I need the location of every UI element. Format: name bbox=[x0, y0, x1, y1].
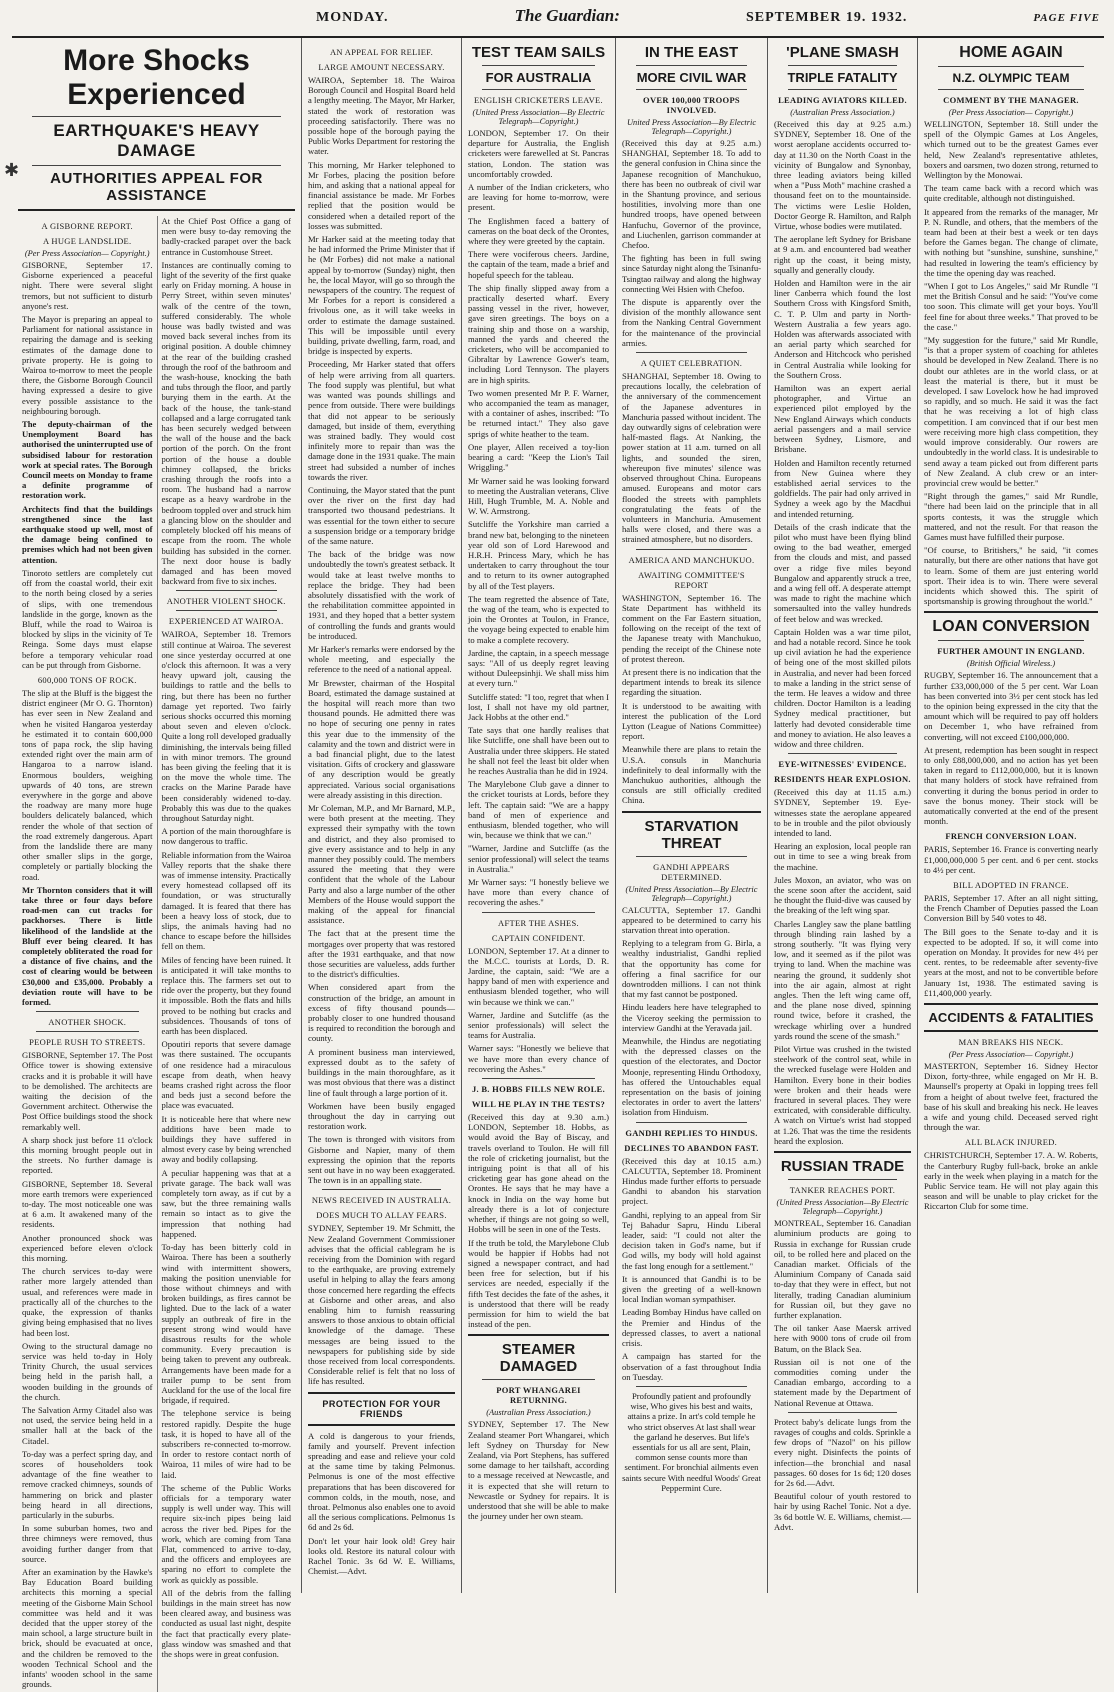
article-paragraph: Mr Coleman, M.P., and Mr Barnard, M.P., were both present at the meeting. They expressed their sympathy with the town and district, and they also promised to give every assistance and to help in any manner they possibly could. The members assured the meeting that they were confident that the whole of the Labour Party and also a large number of the other Members of the House would support the making of the appeal for financial assistance. bbox=[308, 803, 455, 926]
article-paragraph: The slip at the Bluff is the biggest the district engineer (Mr O. G. Thornton) has ever seen in New Zealand and when he visited Hangaroa yesterday he estimated it to contain 600,000 tons of papa rock, the slip having extended right over the main arm of Hangaroa to a narrow island. Enormous boulders, weighing upwards of 40 tons, are strewn everywhere in the gorge and above the roadway are many more huge boulders delicately balanced, which render the whole of that section of the road extremely dangerous. Apart from the landslide there are many other smaller slips in the gorge, completely or partially blocking the road. bbox=[22, 687, 153, 882]
section-heading: DOES MUCH TO ALLAY FEARS. bbox=[316, 1210, 447, 1221]
article-paragraph: A prominent business man interviewed, expressed doubt as to the safety of buildings in the main thoroughfare, as it was most obvious that there was a distinct line of fault through a large portion of it. bbox=[308, 1046, 455, 1098]
section-heading: FRENCH CONVERSION LOAN. bbox=[945, 831, 1077, 842]
article-paragraph: The scheme of the Public Works officials for a temporary water supply is well under way. This will require six-inch pipes being laid across the river bed. Pipes for the work, which are coming from Tana Flat, commenced to arrive to-day, and the officers and employees are sparing no effort to complete the work as quickly as possible. bbox=[161, 1482, 291, 1585]
article-paragraph: Russian oil is not one of the commodities coming under the Canadian embargo, according to a statement made by the Department of National Revenue at Ottawa. bbox=[774, 1356, 911, 1408]
article-paragraph: The ship finally slipped away from a practically deserted wharf. Every passing vessel in the river, however, gave siren greetings. The boys on a training ship and those on a warship, manned the yards and cheered the cricketers, who will be accompanied to Gibraltar by Lawrence Gower's team, including Lord Tennyson. The players are in high spirits. bbox=[468, 282, 609, 385]
section-heading: FURTHER AMOUNT IN ENGLAND. bbox=[937, 646, 1085, 657]
article-paragraph: The deputy-chairman of the Unemployment Board has authorised the uninterrupted use of subsidised labour for restoration work at special rates. The Borough Council meets on Monday to frame a definite programme of restoration work. bbox=[22, 419, 153, 501]
article-paragraph: Proceeding, Mr Harker stated that offers of help were arriving from all quarters. The food supply was plentiful, but what was wanted was pounds shillings and pence from outside. There were buildings that did not appear to be seriously damaged, but inside of them, everything was strained badly. They would cost infinitely more to repair than was the damage done in the 1931 quake. The main street had subsided a number of inches towards the river. bbox=[308, 359, 455, 482]
article-paragraph: Meanwhile there are plans to retain the U.S.A. consuls in Manchuria indefinitely to deal informally with the Manchukuo authorities, although the consuls are still officially credited China. bbox=[622, 744, 761, 806]
headline-earthquake: More Shocks Experienced bbox=[63, 44, 250, 111]
section-heading: EXPERIENCED AT WAIROA. bbox=[168, 616, 284, 627]
divider bbox=[636, 89, 747, 90]
article-paragraph: PARIS, September 16. France is converting nearly £1,000,000,000 5 per cent. and 6 per cent. stocks to 4½ per cent. bbox=[924, 844, 1098, 875]
article-paragraph: Mr Brewster, chairman of the Hospital Board, estimated the damage sustained at the hospital will reach more than two thousand pounds. He admitted there was no hope of securing one penny in rates this year due to the immensity of the calamity and the town and district were in a bad financial plight, due to the latest visitation. Gifts of crockery and glassware of any description would be greatly appreciated. Various social organisations were already assisting in this direction. bbox=[308, 677, 455, 800]
article-paragraph: At the Chief Post Office a gang of men were busy to-day removing the badly-cracked parapet over the back entrance in Customhouse Street. bbox=[161, 216, 291, 257]
article-paragraph: In some suburban homes, two and three chimneys were removed, thus avoiding further danger from that source. bbox=[22, 1523, 153, 1564]
wire-credit: (Per Press Association— Copyright.) bbox=[948, 1050, 1074, 1060]
article-paragraph: RUGBY, September 16. The announcement that a further £33,000,000 of the 5 per cent. War Loan has been converted into 3½ per cent stock has led to the opinion being expressed in the city that the amount which will be required to pay off holders on December 1, who have refrained from converting, will not exceed £100,000,000. bbox=[924, 670, 1098, 742]
divider bbox=[636, 1122, 747, 1123]
article-paragraph: Warner says: "Honestly we believe that we have more than every chance of recovering the Ashes." bbox=[468, 1043, 609, 1074]
article-paragraph: The team regretted the absence of Tate, the wag of the team, who is expected to join the Orontes at Toulon, in France, the voyage being expected to enable him to make a complete recovery. bbox=[468, 593, 609, 645]
section-heading: MAN BREAKS HIS NECK. bbox=[958, 1037, 1064, 1048]
section-heading: ANOTHER VIOLENT SHOCK. bbox=[166, 596, 286, 607]
headline-home-again: HOME AGAIN bbox=[959, 44, 1063, 61]
section-heading: A QUIET CELEBRATION. bbox=[640, 358, 743, 369]
masthead bbox=[12, 6, 1104, 38]
column-east bbox=[616, 38, 768, 1593]
article-paragraph: When considered apart from the construction of the bridge, an amount in excess of fifty thousand pounds—probably closer to one hundred thousand is required to recondition the borough and county. bbox=[308, 982, 455, 1044]
divider bbox=[924, 1003, 1098, 1005]
headline-plane-smash: 'PLANE SMASH bbox=[786, 44, 899, 61]
section-heading: TANKER REACHES PORT. bbox=[789, 1185, 896, 1196]
advert-text: A cold is dangerous to your friends, family and yourself. Prevent infection spreading and ease and relieve your cold at the same time by taking Pelmonus. Pelmonus is one of the most effective preparations that has been discovered for common colds, in the mouth, nose, and throat. Pelmonus also enables one to avoid all the serious complications. Pelmonus 1s 6d and 2s 6d. bbox=[308, 1430, 455, 1533]
article-paragraph: "Right through the games," said Mr Rundle, "there had been laid on the principle that in all sports contests, it was the struggle which mattered, and not the result. For that reason the Games must have fulfilled their purpose. bbox=[924, 491, 1098, 542]
section-heading: ALL BLACK INJURED. bbox=[964, 1137, 1058, 1148]
divider bbox=[924, 611, 1098, 613]
headline-accidents: ACCIDENTS & FATALITIES bbox=[928, 1010, 1094, 1026]
article-paragraph: Mr Thornton considers that it will take three or four days before road-men can cut tracks for packhorses. There is little likelihood of the landslide at the Bluff ever being cleared. It has completely obliterated the road for a distance of five chains, and the cost of clearing would be between £30,000 and £35,000. Probably a deviation route will have to be formed. bbox=[22, 884, 153, 1008]
advert-heading: PROTECTION FOR YOUR FRIENDS bbox=[322, 1398, 441, 1419]
article-paragraph: Mr Warner said he was looking forward to meeting the Australian veterans, Clive Hill, Hugh Trumble, M. A. Noble and W. W. Armstrong. bbox=[468, 475, 609, 517]
section-heading: 600,000 TONS OF ROCK. bbox=[37, 674, 137, 685]
article-paragraph: A number of the Indian cricketers, who are leaving for home to-morrow, were present. bbox=[468, 182, 609, 213]
subhead-appeal: AUTHORITIES APPEAL FOR ASSISTANCE bbox=[50, 170, 263, 204]
article-paragraph: The oil tanker Aase Maersk arrived here with 9000 tons of crude oil from Batum, on the Black Sea. bbox=[774, 1323, 911, 1354]
section-heading: AWAITING COMMITTEE'S REPORT bbox=[638, 569, 745, 590]
article-paragraph: (Received this day at 9.25 a.m.) SYDNEY, September 18. One of the worst aeroplane accidents occurred to-day at 11.30 on the North Coast in the vicinity of Bungalow and Synonbay, three leading aviators being killed when a "Puss Moth" machine crashed a thousand feet on to the mountainside. The victims were Leslie Holden, Doctor George R. Hamilton, and Ralph Virtue, whose bodies were mutilated. bbox=[774, 119, 911, 232]
article-paragraph: The dispute is apparently over the division of the monthly allowance sent from the Nanking Central Government for the maintenance of the provincial armies. bbox=[622, 297, 761, 348]
article-paragraph: Jules Moxon, an aviator, who was on the scene soon after the accident, said he thought the fluid-dive was caused by the breaking of the left wing spar. bbox=[774, 874, 911, 916]
article-paragraph: "Warner, Jardine and Sutcliffe (as the senior professional) will select the teams in Australia." bbox=[468, 843, 609, 874]
section-heading: AN APPEAL FOR RELIEF. bbox=[329, 47, 434, 57]
article-paragraph: Two women presented Mr P. F. Warner, who accompanied the team as manager, with a container of ashes, inscribed: "To be returned intact." They also gave sprigs of white heather to the team. bbox=[468, 387, 609, 439]
divider bbox=[482, 1379, 595, 1380]
article-paragraph: There were vociferous cheers. Jardine, the captain of the team, made a brief and hopeful speech for the tableau. bbox=[468, 249, 609, 280]
divider bbox=[788, 1412, 897, 1413]
article-paragraph: Another pronounced shock was experienced before eleven o'clock this morning. bbox=[22, 1232, 153, 1264]
article-paragraph: Leading Bombay Hindus have called on the Premier and Hindus of the depressed classes, to avert a national crisis. bbox=[622, 1307, 761, 1349]
divider bbox=[308, 1392, 455, 1394]
article-paragraph: Owing to the structural damage no service was held to-day in Holy Trinity Church, the usual services being held in the parish hall, a wooden building in the grounds of the church. bbox=[22, 1340, 153, 1402]
article-paragraph: It is announced that Gandhi is to be given the greeting of a well-known local Indian woman sympathiser. bbox=[622, 1273, 761, 1305]
divider bbox=[176, 610, 278, 611]
article-paragraph: The Englishmen faced a battery of cameras on the boat deck of the Orontes, where they were greeted by the captain. bbox=[468, 215, 609, 247]
article-paragraph: Mr Harker's remarks were endorsed by the whole meeting, and especially the reference to the need of a national appeal. bbox=[308, 643, 455, 675]
article-paragraph: Mr Harker said at the meeting today that he had informed the Prime Minister that if he (Mr Forbes) did not make a national appeal by to-morrow (Sunday) night, then he, the local Mayor, will go so through the newspapers of the country. The request of Mr Forbes for a report is considered a frivolous one, as it will take weeks in order to estimate the damage sustained. This will be impossible until every building, private dwelling, farm, road, and bridge is inspected by experts. bbox=[308, 234, 455, 357]
column-plane-smash bbox=[768, 38, 918, 1593]
article-paragraph: To-day has been bitterly cold in Wairoa. There has been a southerly wind with intermittent showers, making the position unenviable for those without chimneys and with broken buildings, as fires cannot be lighted. Due to the lack of a water supply an outbreak of fire in the present strong wind would have disastrous results for the whole community. Every precaution is being taken to prevent any outbreak. Arrangements have been made for a trailer pump to be sent from Auckland for the use of the local fire brigade, if required. bbox=[161, 1242, 291, 1406]
wire-credit: United Press Association—By Electric Telegraph—Copyright.) bbox=[626, 118, 757, 136]
article-paragraph: Jardine, the captain, in a speech message says: "All of us deeply regret leaving without Duleepsinhji. We shall miss him at every turn." bbox=[468, 647, 609, 689]
article-paragraph: WAIROA, September 18. The Wairoa Borough Council and Hospital Board held a lengthy meeting. The Mayor, Mr Harker, stated the work of restoration was proceeding satisfactorily. There was no possible hope of the borough paying the Public Works Department for restoring the water. bbox=[308, 75, 455, 157]
subhead-heavy-damage: EARTHQUAKE'S HEAVY DAMAGE bbox=[53, 121, 260, 160]
divider bbox=[482, 65, 595, 66]
divider bbox=[308, 1424, 455, 1426]
masthead-paper-name: The Guardian: bbox=[514, 6, 620, 25]
article-paragraph: The fact that at the present time the mortgages over property that was restored after the 1931 earthquake, and that now those securities are valueless, adds further to the district's difficulties. bbox=[308, 928, 455, 980]
section-heading: ENGLISH CRICKETERS LEAVE. bbox=[474, 95, 603, 105]
subhead-triple-fatality: TRIPLE FATALITY bbox=[787, 70, 898, 85]
article-paragraph: If the truth be told, the Marylebone Club would be happier if Hobbs had not signed a newspaper contract, and had been free for selection, but if his services are needed, especially if the fifth Test decides the fate of the ashes, it is understood that there will be ready permission for him to wield the bat instead of the pen. bbox=[468, 1237, 609, 1330]
article-paragraph: Captain Holden was a war time pilot, and had a notable record. Since he took up civil aviation he had the experience of being one of the most skilled pilots in Australia, and never had been forced to make a landing in the strict sense of the term. He leaves a widow and three children. Doctor Hamilton is a leading Sydney medical practitioner, but latterly had devoted considerable time and money to aviation. He also leaves a widow and three children. bbox=[774, 626, 911, 749]
article-paragraph: MASTERTON, September 16. Sidney Hector Dixon, forty-three, while engaged on Mr H. B. Maunsell's property at Opaki in lopping trees fell from a height of about twelve feet, fractured the base of his skull and breaking his neck. He leaves a wife and young child. Deceased served right through the war. bbox=[924, 1061, 1098, 1133]
wire-credit: (Australian Press Association.) bbox=[790, 108, 895, 117]
wire-credit: (United Press Association—By Electric Telegraph—Copyright.) bbox=[625, 884, 758, 903]
advert-text: Profoundly patient and profoundly wise, Who gives his best and waits, attains a prize. In art's cold temple he who strict observes At last shall wear the garland he deserves. But life's essentials for us all are sent, Plain, common sense counts more than sentiment. For bronchial ailments even saints secure With needful Woods' Great Peppermint Cure. bbox=[622, 1390, 761, 1493]
headline-test-team: TEST TEAM SAILS bbox=[471, 44, 606, 61]
divider bbox=[788, 65, 897, 66]
article-paragraph: The aeroplane left Sydney for Brisbane at 9 a.m. and encountered bad weather right up the coast, it being misty, squally and generally cloudy. bbox=[774, 234, 911, 275]
headline-loan-conversion: LOAN CONVERSION bbox=[932, 618, 1090, 636]
divider bbox=[938, 89, 1084, 90]
article-paragraph: (Received this day at 11.15 a.m.) SYDNEY, September 19. Eye-witnesses state the aeroplane appeared to be in trouble and the pilot obviously intended to land. bbox=[774, 787, 911, 838]
divider bbox=[18, 209, 295, 211]
article-paragraph: PARIS, September 17. After an all night sitting, the French Chamber of Deputies passed the Loan Conversion Bill by 540 votes to 48. bbox=[924, 893, 1098, 924]
article-paragraph: Hindu leaders here have telegraphed to the Viceroy seeking the permission to interview Gandhi at the Yeravada jail. bbox=[622, 1002, 761, 1033]
section-heading: COMMENT BY THE MANAGER. bbox=[943, 95, 1079, 105]
article-paragraph: To-day was a perfect spring day, and scores of householders took advantage of the fine weather to remove cracked chimneys, sounds of hammering on brick and plaster being heard in all directions, particularly in the suburbs. bbox=[22, 1448, 153, 1520]
article-paragraph: Instances are continually coming to light of the severity of the first quake early on Friday morning. A house in Perry Street, within seven minutes' walk of the centre of the town, suffered considerably. The whole house was badly twisted and was moved back several inches from its original position. A double chimney at the rear of the building crashed through the roof of the bathroom and the wash-house, knocking the bath and tubs through the floor, and partly burying them in the earth. At the back of the house, the tank-stand collapsed and a large corrugated tank has been securely wedged between the wall of the house and the back portion of the porch. On the front portion of the house a double chimney collapsed, the bricks crashing through the roofs into a room. The husband had a narrow escape as a heavy wardrobe in the bedroom toppled over and struck him a glancing blow on the shoulder and completely blocked off his means of escape from the room. The whole building has subsided in the corner. The next door house is badly damaged and has been moved backward from five to six inches. bbox=[161, 259, 291, 587]
divider bbox=[938, 66, 1084, 67]
divider bbox=[36, 1031, 139, 1032]
article-paragraph: Sutcliffe stated: "I too, regret that when I lost, I shall not have my old partner, Jack Hobbs at the other end." bbox=[468, 691, 609, 722]
article-paragraph: Holden and Hamilton were in the air liner Canberra which found the lost Southern Cross with Kingsford Smith, C. T. P. Ulm and party in North-Western Australia a few years ago. Holden was afterwards associated with an aerial party which searched for Anderson and Hitchcock who perished in Central Australia while looking for the Southern Cross. bbox=[774, 278, 911, 380]
article-paragraph: Gandhi, replying to an appeal from Sir Tej Bahadur Sapru, Hindu Liberal leader, said: "I could not alter the decision taken in God's name, but if God wills, my body will hold against the fast long enough for a settlement." bbox=[622, 1209, 761, 1271]
divider bbox=[482, 89, 595, 90]
article-paragraph: The town is thronged with visitors from Gisborne and Napier, many of them expressing the opinion that the reports sent out have in no way been exaggerated. The town is in an appalling state. bbox=[308, 1134, 455, 1186]
divider bbox=[788, 89, 897, 90]
article-paragraph: At present there is no indication that the department intends to break its silence regarding the situation. bbox=[622, 666, 761, 698]
article-paragraph: CALCUTTA, September 17. Gandhi appeared to be determined to carry his starvation threat into operation. bbox=[622, 904, 761, 935]
article-paragraph: This morning, Mr Harker telephoned to Mr Forbes, placing the position before him, and asking that a national appeal for financial assistance be made. Mr Forbes replied that the position would be considered when a detailed report of the losses was submitted. bbox=[308, 159, 455, 231]
article-paragraph: Replying to a telegram from G. Birla, a wealthy industrialist, Gandhi replied that the opportunity has come for offering a final sacrifice for our downtrodden millions. I can not think that my fast cannot be postponed. bbox=[622, 938, 761, 1000]
article-paragraph: It appeared from the remarks of the manager, Mr P. N. Rundle, and others, that the members of the team had been at their best a week or ten days before the Games began. The change of climate, with nothing but "sunshine, sunshine, sunshine," had resulted in lowering the team's efficiency by the time the opening day was reached. bbox=[924, 206, 1098, 278]
divider bbox=[322, 1189, 441, 1190]
section-heading: A GISBORNE REPORT. bbox=[41, 221, 133, 231]
two-column-body bbox=[18, 216, 295, 1692]
article-paragraph: The back of the bridge was now undoubtedly the town's greatest setback. It would take at least twelve months to replace the bridge. They had been absolutely dissatisfied with the work of the rehabilitation committee appointed in 1931, and they hoped that a better system of controlling the funds and grants would be introduced. bbox=[308, 549, 455, 641]
article-paragraph: Architects find that the buildings strengthened since the last earthquake stood up well, most of the damage being confined to premises which had not been given attention. bbox=[22, 503, 153, 565]
masthead-date: SEPTEMBER 19. 1932. bbox=[745, 10, 908, 25]
advert-text: Don't let your hair look old! Grey hair looks old. Restore its natural colour with Rachel Tonic. 3s 6d W. E. Williams, Chemist.—Advt. bbox=[308, 1535, 455, 1577]
divider bbox=[468, 1334, 609, 1336]
star-ornament-icon: ✱ bbox=[4, 160, 20, 180]
article-paragraph: MONTREAL, September 16. Canadian aluminium products are going to Russia in exchange for Russian crude oil, to be rolled here and placed on the Canadian market. Officials of the Aluminium Company of Canada said to-day that they were in effect, but not literally, trading Canadian aluminium for Russian oil, but they gave no further explanation. bbox=[774, 1218, 911, 1320]
article-paragraph: Sutcliffe the Yorkshire man carried a brand new bat, belonging to the nineteen year old son of Lord Harewood and H.R.H. Princess Mary, which he has undertaken to carry throughout the tour and to return to its owner autographed by all of the Test players. bbox=[468, 519, 609, 591]
masthead-page-number: PAGE FIVE bbox=[1033, 12, 1100, 24]
section-heading: GANDHI REPLIES TO HINDUS. bbox=[625, 1127, 758, 1138]
column-earthquake bbox=[12, 38, 302, 1690]
subhead-for-australia: FOR AUSTRALIA bbox=[485, 70, 592, 85]
advert-text: Beautiful colour of youth restored to hair by using Rachel Tonic. Not a dye. 3s 6d bottle W. E. Williams, chemist.—Advt. bbox=[774, 1491, 911, 1532]
earthquake-right-subcolumn bbox=[157, 216, 296, 1692]
article-paragraph: A peculiar happening was that at a private garage. The back wall was completely torn away, as if cut by a saw, but the three remaining walls remain so intact as to give the impression that nothing had happened. bbox=[161, 1167, 291, 1239]
article-paragraph: LONDON, September 17. At a dinner to the M.C.C. tourists at Lords, D. R. Jardine, the captain, said: "We are a happy band of men with experience and enthusiasm blended together, who will win because we think we can." bbox=[468, 945, 609, 1007]
article-paragraph: (Received this day at 9.25 a.m.) SHANGHAI, September 18. To add to the general confusion in China since the Japanese recognition of Manchukuo, there has been no outbreak of civil war in the Shantung province, and serious hostilities, involving more than one hundred troops, have opened between Hanfuchu, Governor of the province, and Liuchenlen, garrison commander at Chefoo. bbox=[622, 138, 761, 251]
article-paragraph: The Marylebone Club gave a dinner to the cricket tourists at Lords, before they left. The captain said: "We are a happy band of men of experience and enthusiasm, blended together, who will win, because we think that we can." bbox=[468, 779, 609, 841]
article-paragraph: One player, Allen received a toy-lion bearing a card: "Keep the Lion's Tail Wriggling." bbox=[468, 441, 609, 473]
article-paragraph: Miles of fencing have been ruined. It is anticipated it will take months to replace this. The farmers set out to ride over the property, but they found it impossible. Both the flats and hills proved to be nothing but cracks and subsidences. Thousands of tons of earth has been displaced. bbox=[161, 954, 291, 1037]
article-paragraph: The Bill goes to the Senate to-day and it is expected to be adopted. If so, it will come into operation on Monday. It provides for new 4½ per cent. rentes, to be redeemable after seventy-five years at the most, and not to be convertible before January 1st, 1938. The estimated saving is £11,400,000 yearly. bbox=[924, 926, 1098, 998]
masthead-day: MONDAY. bbox=[316, 10, 389, 25]
article-paragraph: Reliable information from the Wairoa Valley reports that the shake there was of immense intensity. Practically every homestead collapsed off its foundation, or was structurally damaged. It is feared that there has been a heavy loss of stock, due to slips, the animals having had no chance to escape before the hillsides fell on them. bbox=[161, 849, 291, 952]
wire-credit: (United Press Association—By Electric Telegraph—Copyright.) bbox=[776, 1198, 909, 1217]
article-paragraph: Meanwhile, the Hindus are negotiating with the depressed classes on the question of the electorates, and Doctor Moonje, representing Hindu Orthodoxy, has offered the Untouchables equal representation on the basis of joining electorates in order to avert the latters' isolation from Hinduism. bbox=[622, 1036, 761, 1118]
advert-text: Protect baby's delicate lungs from the ravages of coughs and colds. Sprinkle a few drops of "Nazol" on his pillow every night. Disinfects the points of infection—the bronchial and nasal passages. 60 doses for 1s 6d; 120 doses for 2s 6d.—Advt. bbox=[774, 1416, 911, 1488]
headline-in-the-east: IN THE EAST bbox=[644, 44, 739, 61]
article-paragraph: GISBORNE, September 17. Gisborne experienced a peaceful night. There were several slight tremors, but not sufficient to disturb anyone's rest. bbox=[22, 260, 153, 311]
section-heading: WILL HE PLAY IN THE TESTS? bbox=[471, 1099, 606, 1110]
divider bbox=[636, 856, 747, 857]
section-heading: J. B. HOBBS FILLS NEW ROLE. bbox=[471, 1084, 606, 1095]
article-paragraph: "Of course, to Britishers," he said, "it comes naturally, but there are other nations that have got to learn. Some of them are just entering world sport. Their idea is to win. There were several incidents which showed this. The spirit of sportsmanship is growing throughout the world." bbox=[924, 545, 1098, 607]
section-heading: A HUGE LANDSLIDE. bbox=[43, 236, 132, 246]
section-heading: DECLINES TO ABANDON FAST. bbox=[624, 1142, 759, 1153]
subhead-olympic-team: N.Z. OLYMPIC TEAM bbox=[952, 71, 1070, 85]
column-olympic-and-loans bbox=[918, 38, 1104, 1593]
article-paragraph: It is understood to be awaiting with interest the publication of the Lord Lytton (League of Nations Committee) report. bbox=[622, 700, 761, 742]
divider bbox=[924, 1030, 1098, 1032]
article-paragraph: A sharp shock just before 11 o'clock this morning brought people out in the streets. No further damage is reported. bbox=[22, 1134, 153, 1176]
article-paragraph: "When I got to Los Angeles," said Mr Rundle "I met the British Consul and he said: "You've come too soon. This climate will get your boys. You'll feel fine for about three weeks." That proved to be the case." bbox=[924, 281, 1098, 332]
wire-credit: (British Official Wireless.) bbox=[966, 659, 1056, 669]
article-paragraph: GISBORNE, September 18. Several more earth tremors were experienced to-day. The most noticeable one was at 6 a.m. It awakened many of the residents. bbox=[22, 1178, 153, 1230]
article-paragraph: Continuing, the Mayor stated that the punt over the river on the first day had transported two thousand pedestrians. It was essential for the town either to secure a suspension bridge or a temporary bridge of the same nature. bbox=[308, 484, 455, 546]
article-paragraph: GISBORNE, September 17. The Post Office tower is showing extensive cracks and it is probable it will have to be demolished. The architects are waiting the decision of the Government architect. Otherwise the Post Office buildings stood the shock remarkably well. bbox=[22, 1050, 153, 1132]
column-relief-appeal bbox=[302, 38, 462, 1593]
article-paragraph: (Received this day at 10.15 a.m.) CALCUTTA, September 18. Prominent Hindus made further efforts to persuade Gandhi to abandon his starvation project. bbox=[622, 1155, 761, 1207]
article-paragraph: SYDNEY, September 19. Mr Schmitt, the New Zealand Government Commissioner advises that the official cablegram he is receiving from the Dominion with regard to the earthquake, are proving extremely useful in helping to allay the fears among those concerned here regarding the effects at Gisborne and other areas, and also enabling him to furnish reassuring answers to those anxious to obtain official knowledge of the damage. These messages are being issued to the newspapers for publishing side by side those received from local correspondents. Considerable relief is felt that no loss of life has resulted. bbox=[308, 1223, 455, 1387]
section-heading: NEWS RECEIVED IN AUSTRALIA. bbox=[311, 1195, 452, 1206]
divider bbox=[636, 352, 747, 353]
article-paragraph: Tinoroto settlers are completely cut off from the coastal world, their exit to the north being closed by a series of slips, with one tremendous landslide in the gorge, known as the Bluff, while the road to Wairoa is blocked by slips in the vicinity of Te Reinga. Some days must elapse before a temporary vehicular road can be put through from Gisborne. bbox=[22, 567, 153, 670]
article-paragraph: WASHINGTON, September 16. The State Department has withheld its comment on the Far Eastern situation, following on the receipt of the text of the Japanese treaty with Manchukuo, pending the receipt of the Chinese note of protest thereon. bbox=[622, 592, 761, 664]
headline-starvation-threat: STARVATION THREAT bbox=[644, 817, 739, 852]
section-heading: ANOTHER SHOCK. bbox=[48, 1017, 127, 1028]
divider bbox=[636, 65, 747, 66]
article-paragraph: The church services to-day were rather more largely attended than usual, and references were made in practically all of the churches to the quake, the expression of thanks giving being emphasised that no lives had been lost. bbox=[22, 1266, 153, 1338]
article-paragraph: At present, redemption has been sought in respect to only £88,000,000, and no action has yet been taken in regard to £112,000,000, but it is known that many holders of stock have refrained from converting it during the bonus period in order to save the bonus money. Their stock will be automatically converted at the end of the present month. bbox=[924, 744, 1098, 827]
section-heading: LARGE AMOUNT NECESSARY. bbox=[318, 62, 445, 72]
article-paragraph: The fighting has been in full swing since Saturday night along the Tsinanfu-Tsingtao railway and along the highway connecting Wei Hsien with Chefoo. bbox=[622, 253, 761, 294]
divider bbox=[774, 1151, 911, 1153]
headline-steamer-damaged: STEAMER DAMAGED bbox=[499, 1341, 578, 1376]
article-paragraph: The team came back with a record which was quite creditable, although not distinguished. bbox=[924, 183, 1098, 204]
article-paragraph: The Mayor is preparing an appeal to Parliament for national assistance in repairing the damage and is seeking estimates of the damage done to private property. He is going to Wairoa to-morrow to meet the people there, the Gisborne Borough Council having expressed a desire to give every possible assistance to the neighbouring borough. bbox=[22, 314, 153, 416]
earthquake-left-subcolumn bbox=[18, 216, 157, 1692]
article-paragraph: Tate says that one hardly realises that like Sutcliffe, one shall have been out to Australia under three skippers. He stated he shall not feel the least bit older when he reaches Australia than he did in 1924. bbox=[468, 725, 609, 776]
wire-credit: (Per Press Association— Copyright.) bbox=[24, 249, 150, 258]
article-paragraph: Opoutiri reports that severe damage was there sustained. The occupants of one residence had a miraculous escape from death, when heavy beams crashed right across the floor and beds just a second before the place was evacuated. bbox=[161, 1039, 291, 1111]
divider bbox=[482, 1078, 595, 1079]
article-paragraph: The telephone service is being restored rapidly. Despite the huge task, it is hoped to have all of the subscribers re-connected to-morrow. In order to restore contact north of Wairoa, 11 miles of wire had to be laid. bbox=[161, 1408, 291, 1480]
wire-credit: (Australian Press Association.) bbox=[486, 1408, 591, 1418]
section-heading: OVER 100,000 TROOPS INVOLVED. bbox=[643, 95, 740, 115]
article-paragraph: CHRISTCHURCH, September 17. A. W. Roberts, the Canterbury Rugby full-back, broke an ankle early in the week when playing in a match for the Public Service team. He will not play again this season and will be unable to play cricket for the Riccarton Club for some time. bbox=[924, 1150, 1098, 1212]
section-heading: PORT WHANGAREI RETURNING. bbox=[496, 1385, 581, 1406]
section-heading: EYE-WITNESSES' EVIDENCE. bbox=[778, 759, 907, 770]
article-paragraph: Hearing an explosion, local people ran out in time to see a wing break from the machine. bbox=[774, 841, 911, 872]
subhead-civil-war: MORE CIVIL WAR bbox=[636, 70, 747, 85]
article-paragraph: Hamilton was an expert aerial photographer, and Virtue an experienced pilot employed by the New England Airways which conducts aerial passengers and a mail service between Sydney, Lismore, and Brisbane. bbox=[774, 383, 911, 455]
column-cricket bbox=[462, 38, 616, 1593]
divider bbox=[32, 165, 281, 166]
section-heading: GANDHI APPEARS DETERMINED. bbox=[653, 861, 730, 882]
wire-credit: (United Press Association—By Electric Telegraph—Copyright.) bbox=[472, 108, 605, 126]
divider bbox=[636, 549, 747, 550]
article-paragraph: Details of the crash indicate that the pilot who must have been flying blind owing to the bad weather, emerged from the clouds and mist, and passed over a ridge five miles beyond Bungalow and apparently struck a tree, and a wing fell off. A desperate attempt was made to right the machine which somersaulted into the valley hundreds of feet below and was wrecked. bbox=[774, 521, 911, 624]
article-paragraph: The Salvation Army Citadel also was not used, the service being held in a smaller hall at the back of the Citadel. bbox=[22, 1404, 153, 1446]
article-paragraph: (Received this day at 9.30 a.m.) LONDON, September 18. Hobbs, as would avoid the Bay of Biscay, and travels overland to Toulon. He will fill the role of cricketing journalist, but the intriguing point is that all of his cricketing gear has gone ahead on the Orontes. He says that he may have a knock in India on the way home but already there is a lot of conjecture whether, if things are not going so well, Hobbs will be seen in one of the Tests. bbox=[468, 1112, 609, 1235]
divider bbox=[32, 116, 281, 117]
article-paragraph: Workmen have been busily engaged throughout the day in carrying out restoration work. bbox=[308, 1100, 455, 1132]
columns bbox=[12, 38, 1104, 1690]
article-paragraph: Holden and Hamilton recently returned from New Guinea where they established aerial services to the goldfields. The pair had only arrived in Sydney a week ago by the Macdhui and intended returning. bbox=[774, 457, 911, 519]
article-paragraph: A campaign has started for the observation of a fast throughout India on Tuesday. bbox=[622, 1351, 761, 1382]
divider bbox=[622, 811, 761, 813]
section-heading: LEADING AVIATORS KILLED. bbox=[778, 95, 907, 105]
divider bbox=[788, 753, 897, 754]
headline-russian-trade: RUSSIAN TRADE bbox=[780, 1158, 905, 1176]
wire-credit: (Per Press Association— Copyright.) bbox=[948, 108, 1074, 117]
divider bbox=[636, 1386, 747, 1387]
article-paragraph: After an examination by the Hawke's Bay Education Board building architects this morning a special meeting of the Gisborne Main School committee was held and it was decided that the upper storey of the main school, a large structure built in brick, should be evacuated at once, and the children be removed to the wooden Technical School and the infants' wooden school in the same grounds. bbox=[22, 1566, 153, 1690]
divider bbox=[938, 640, 1084, 641]
article-paragraph: All of the debris from the falling buildings in the main street has now been cleared away, and business was conducted as usual last night, despite the fact that practically every plate-glass window was smashed and that the shops were in great confusion. bbox=[161, 1587, 291, 1660]
section-heading: BILL ADOPTED IN FRANCE. bbox=[953, 880, 1069, 890]
divider bbox=[482, 912, 595, 913]
section-heading: RESIDENTS HEAR EXPLOSION. bbox=[774, 774, 911, 785]
article-paragraph: LONDON, September 17. On their departure for Australia, the English cricketers were farewelled at St. Pancras station, London. The station was uncomfortably crowded. bbox=[468, 128, 609, 179]
article-paragraph: Charles Langley saw the plane battling through blinding rain lashed by a strong southerly. "It was flying very low, and it seemed as if the pilot was trying to land. When the machine was nearing the ground, it suddenly shot into the air again, almost at right angles. Then the left wing came off, and the plane nose dived, spinning round twice, before it crashed, the wreckage whirling over a hundred yards round the scene of the smash." bbox=[774, 918, 911, 1041]
article-paragraph: WELLINGTON, September 18. Still under the spell of the Olympic Games at Los Angeles, which turned out to be the greatest Games ever held, New Zealand's representative athletes, boxers and oarsmen, two dozen strong, returned to Wellington by the Monowai. bbox=[924, 119, 1098, 181]
article-paragraph: It is noticeable here that where new additions have been made to buildings they have suffered in almost every case by being wrenched away and bodily collapsing. bbox=[161, 1113, 291, 1165]
section-heading: PEOPLE RUSH TO STREETS. bbox=[29, 1037, 146, 1048]
article-paragraph: WAIROA, September 18. Tremors still continue at Wairoa. The severest one since yesterday occurred at one o'clock this afternoon. It was a very heavy upward jolt, causing the buildings to rattle and the bells to ring, but there has been no further damage yet reported. Two fairly serious shocks occurred this morning about seven and eleven o'clock. Quite a long roll developed gradually diminishing, the intervals being filled in with minor tremors. The ground has been giving the feeling that it is on the move the whole time. The cracks on the Marine Parade have been considerably widened to-day. Probably this was due to the quakes throughout Saturday night. bbox=[161, 629, 291, 823]
article-paragraph: SHANGHAI, September 18. Owing to precautions locally, the celebration of the anniversary of the commencement of the Japanese adventures in Manchuria passed without incident. The day outwardly signs of celebration were half-masted flags. At Nanking, the power station at 11 a.m. turned on all lights, and sounded the siren, whereupon five minutes' silence was observed throughout China. Europeans amused. Europeans and motor cars flooded the streets with pamphlets congratulating the feats of the volunteers in Manchuria. Amusement halls were closed, and there was a strained atmosphere, but no disorders. bbox=[622, 371, 761, 545]
article-paragraph: Warner, Jardine and Sutcliffe (as the senior professionals) will select the teams for Australia. bbox=[468, 1009, 609, 1041]
article-paragraph: Pilot Virtue was crushed in the twisted steelwork of the control seat, while in the wrecked fuselage were Holden and Hamilton. Every bone in their bodies were broken and their heads were fractured in several places. They were extricated, with considerable difficulty. A watch on Virtue's wrist had stopped at 1.26. That was the time the residents heard the explosion. bbox=[774, 1044, 911, 1146]
article-paragraph: "My suggestion for the future," said Mr Rundle, "is that a proper system of coaching for athletes should be developed in New Zealand. There is no doubt our athletes are in the world class, or at least the material is there, but it must be developed. I saw Lovelock how he had improved so rapidly, and so much. He said it was the fact that he was receiving a lot of high class competition. I am convinced that if our best men were receiving more high class competition, they would improve considerably. Our rowers are undoubtedly in the world class. It is undesirable to send away a team picked out from different parts of New Zealand. A club crew or an inter-provincial crew would be better." bbox=[924, 335, 1098, 488]
divider bbox=[176, 590, 278, 591]
section-heading: CAPTAIN CONFIDENT. bbox=[491, 932, 586, 943]
section-heading: AFTER THE ASHES. bbox=[498, 917, 579, 928]
divider bbox=[36, 1011, 139, 1012]
divider bbox=[788, 1179, 897, 1180]
article-paragraph: SYDNEY, September 17. The New Zealand steamer Port Whangarei, which left Sydney on Thursday for New Zealand, via Port Stephens, has suffered some damage to her tailshaft, according to a message received at Newcastle, and it is expected that she will return to Newcastle or Sydney for repairs. It is understood that she will be able to make the journey under her own steam. bbox=[468, 1419, 609, 1522]
article-paragraph: A portion of the main thoroughfare is now dangerous to traffic. bbox=[161, 826, 291, 847]
section-heading: AMERICA AND MANCHUKUO. bbox=[628, 554, 755, 565]
article-paragraph: Mr Warner says: "I honestly believe we have more than every chance of recovering the ashes." bbox=[468, 877, 609, 908]
